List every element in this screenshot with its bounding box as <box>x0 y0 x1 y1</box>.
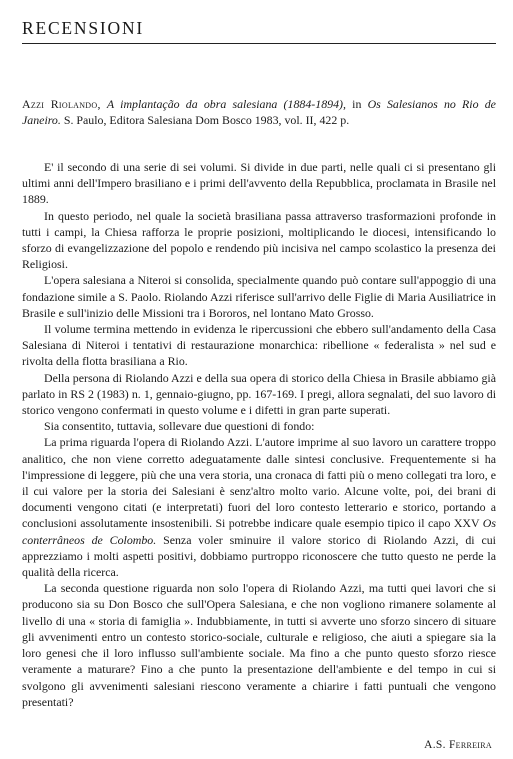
citation-title: A implantação da obra salesiana (1884-1894), <box>106 97 346 111</box>
chapter-title: Os conterrâneos de Colombo. <box>22 516 496 547</box>
review-body <box>22 159 496 710</box>
paragraph-7-start: La prima riguarda l'opera di Riolando Azzi. L'autore imprime al suo lavoro un carattere troppo analitico, che non viene corretto adeguatamente dalle sintesi conclusive. Frequentemente si ha l'impressione di leggere, più che una vera storia, una cronaca di fatti più o meno collegati tra loro, e il cui valore per la storia dei Salesiani è senz'altro molto vario. Alcune volte, poi, dei brani di documenti vengono citati (e interpretati) fuori del loro contesto letterario e storico, portando a conclusioni assolutamente insostenibili. Si potrebbe indicare quale esempio tipico il capo XXV <box>22 435 496 531</box>
book-citation <box>22 96 496 128</box>
paragraph-6: Sia consentito, tuttavia, sollevare due questioni di fondo: <box>44 419 315 434</box>
paragraph-4: Il volume termina mettendo in evidenza le ripercussioni che ebbero sull'andamento della Casa Salesiana di Niteroi i tentativi di restaurazione monarchica: ribellione « federalista » nel sud e rivolta della flotta brasiliana a Rio. <box>22 322 496 369</box>
paragraph-5: Della persona di Riolando Azzi e della sua opera di storico della Chiesa in Brasile abbiamo già parlato in RS 2 (1983) n. 1, gennaio-giugno, pp. 167-169. I pregi, allora segnalati, del suo lavoro di storico vengono confermati in questo volume e i difetti in gran parte superati. <box>22 370 496 418</box>
citation-author: Azzi Riolando, <box>22 97 101 111</box>
title-rule <box>22 43 496 44</box>
section-title: RECENSIONI <box>22 18 145 38</box>
paragraph-7 <box>22 434 496 580</box>
citation-publisher: S. Paulo, Editora Salesiana Dom Bosco 1983, vol. II, 422 p. <box>63 113 350 128</box>
paragraph-3: L'opera salesiana a Niteroi si consolida, specialmente quando può contare sull'appoggio di una fondazione simile a S. Paolo. Riolando Azzi riferisce sull'arrivo delle Figlie di Maria Ausiliatrice in Brasile e sull'inizio delle Missioni tra i Bororos, nel lontano Mato Grosso. <box>22 273 496 320</box>
paragraph-1: E' il secondo di una serie di sei volumi. Si divide in due parti, nelle quali ci si presentano gli ultimi anni dell'Impero brasiliano e i primi dell'avvento della Repubblica, proclamata in Brasile nel 1889. <box>22 160 496 207</box>
paragraph-7-end: Senza voler sminuire il valore storico di Riolando Azzi, di cui apprezziamo i molti aspetti positivi, dobbiamo purtroppo riconoscere che tutto questo ne perde la qualità della ricerca. <box>22 532 496 580</box>
citation-series: Os Salesianos no Rio de Janeiro. <box>22 97 496 128</box>
paragraph-8: La seconda questione riguarda non solo l'opera di Riolando Azzi, ma tutti quei lavori che si producono sia su Don Bosco che sull'Opera Salesiana, e che non vogliono rimanere solamente al livello di una « storia di famiglia ». Indubbiamente, in tutti si avverte uno sforzo sincero di situare gli avvenimenti entro un contesto storico-sociale, culturale e religioso, che aiuti a spiegare sia la loro genesi che il loro influsso sull'ambiente sociale. Ma fino a che punto questo sforzo riesce veramente a maturare? Fino a che punto la presentazione dell'ambiente e del tempo in cui si svolgono gli avvenimenti salesiani riescono veramente a chiarire i fatti puntuali che vengono presentati? <box>22 581 496 709</box>
reviewer-signature: A.S. Ferreira <box>424 739 492 751</box>
citation-in: in <box>352 97 362 111</box>
paragraph-2: In questo periodo, nel quale la società brasiliana passa attraverso trasformazioni profonde in tutti i campi, la Chiesa rafforza le proprie posizioni, moltiplicando le diocesi, intensificando lo sforzo di evangelizzazione del popolo e rendendo più incisiva nel campo scolastico la presenza dei Religiosi. <box>22 208 496 272</box>
